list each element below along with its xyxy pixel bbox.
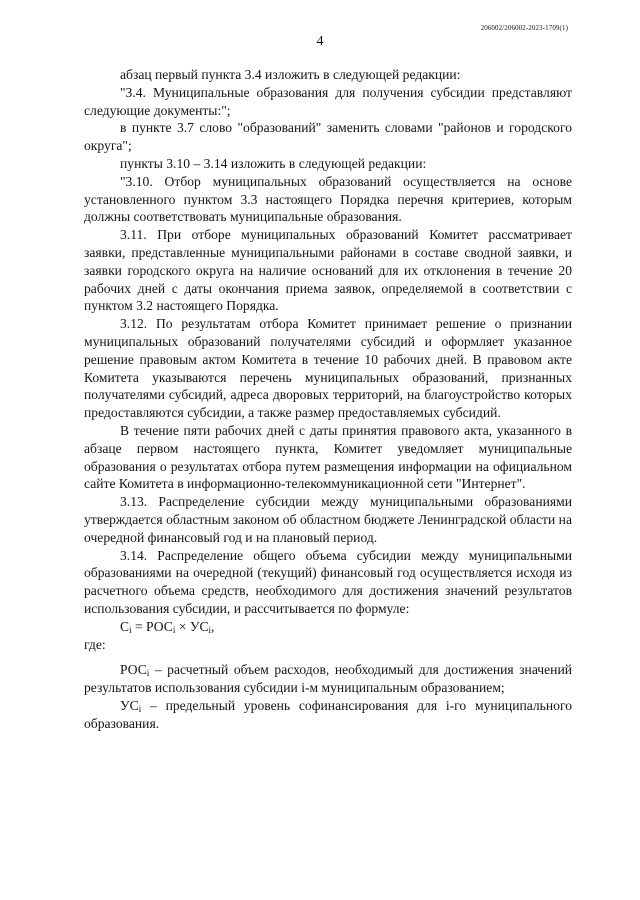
paragraph-3-14: 3.14. Распределение общего объема субсидии между муниципальными образованиями на очередной (текущий) финансовый год осуществляется исходя из расчетного объема средств, необходимого для достижения значений результатов использования субсидии, и рассчитывается по формуле:: [84, 547, 572, 616]
formula-lhs: C: [120, 618, 130, 634]
where-label: где:: [84, 636, 106, 652]
formula-us-subscript: i: [208, 624, 212, 635]
document-body: [84, 66, 572, 732]
definition-roc-text: – расчетный объем расходов, необходимый для достижения значений результатов использования субсидии i-м муниципальным образованием;: [84, 662, 572, 696]
paragraph-3-12: 3.12. По результатам отбора Комитет принимает решение о признании муниципальных образований получателями субсидий и оформляет указанное решение правовым актом Комитета в течение 10 рабочих дней. В правовом акте Комитета указываются перечень муниципальных образований, признанных получателями субсидий, адреса дворовых территорий, на благоустройство которых предоставляются субсидии, а также размер предоставляемых субсидий.: [84, 316, 572, 421]
paragraph-amendment-3-7: в пункте 3.7 слово "образований" заменить словами "районов и городского округа";: [84, 120, 572, 154]
formula-end: ,: [211, 618, 215, 634]
definition-us-text: – предельный уровень софинансирования для i-го муниципального образования.: [84, 697, 572, 731]
paragraph-3-12-notice: В течение пяти рабочих дней с даты принятия правового акта, указанного в абзаце первом настоящего пункта, Комитет уведомляет муниципальные образования о результатах отбора путем размещения информации на официальном сайте Комитета в информационно-телекоммуникационной сети "Интернет".: [84, 422, 572, 492]
paragraph-amendment-3-4-intro: абзац первый пункта 3.4 изложить в следующей редакции:: [120, 67, 461, 82]
definition-roc-subscript: i: [146, 668, 150, 679]
document-id: 206002/206002-2023-1709(1): [480, 24, 568, 32]
paragraph-amendment-3-10-3-14-intro: пункты 3.10 – 3.14 изложить в следующей редакции:: [120, 155, 427, 171]
definition-roc: [84, 661, 572, 697]
definition-roc-term: РОС: [120, 662, 147, 678]
paragraph-3-11: 3.11. При отборе муниципальных образований Комитет рассматривает заявки, представленные муниципальными районами в составе сводной заявки, и заявки городского округа на наличие оснований для их отклонения в течение 20 рабочих дней с даты окончания приема заявок, определяемой в соответствии с пунктом 3.2 настоящего Порядка.: [84, 227, 572, 314]
paragraph-3-4: "3.4. Муниципальные образования для получения субсидии представляют следующие документы:";: [84, 84, 572, 118]
formula-roc-subscript: i: [172, 624, 176, 635]
definition-us-term: УС: [120, 697, 139, 713]
formula-us: × УС: [175, 618, 209, 634]
formula: [84, 618, 572, 636]
definition-us: [84, 697, 572, 733]
paragraph-3-13: 3.13. Распределение субсидии между муниципальными образованиями утверждается областным законом об областном бюджете Ленинградской области на очередной финансовый год и на плановый период.: [84, 494, 572, 545]
page-number: 4: [316, 34, 324, 49]
definition-us-subscript: i: [138, 703, 142, 714]
formula-lhs-subscript: i: [129, 624, 132, 635]
formula-roc: = РОС: [131, 618, 173, 634]
paragraph-3-10: "3.10. Отбор муниципальных образований осуществляется на основе установленного пунктом 3.3 настоящего Порядка перечня критериев, которым должны соответствовать муниципальные образования.: [84, 173, 572, 225]
